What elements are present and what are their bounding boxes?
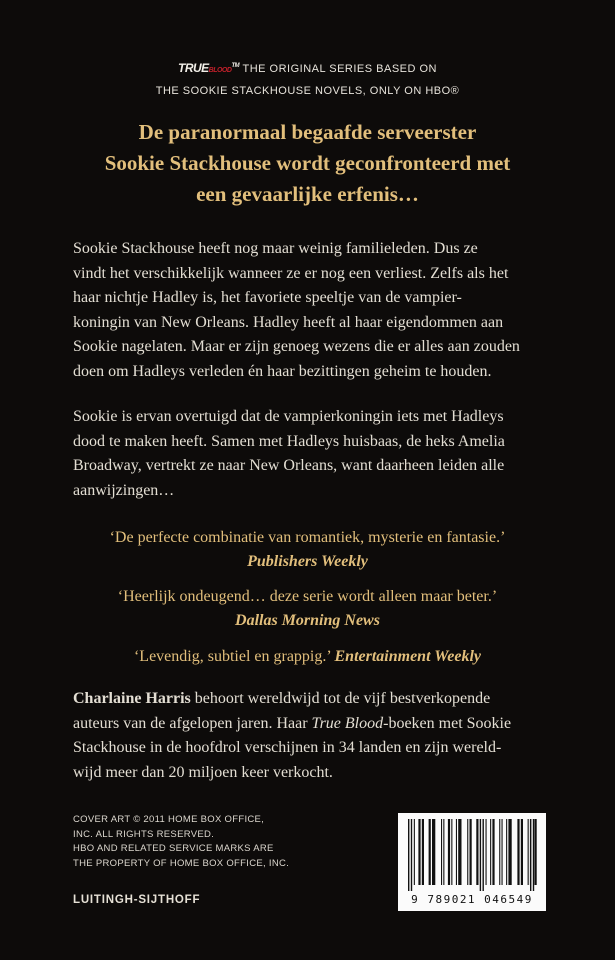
author-bio: Charlaine Harris behoort wereldwijd tot de vijf bestverkopende auteurs van de afgelopen jaren. Haar True Blood-boeken met Sookie Stackhouse in de hoofdrol verschijnen in 34 landen en zijn wereld- wijd meer dan 20 miljoen keer verkocht.: [73, 690, 512, 781]
series-note-line-1: TRUEBLOOD™ THE ORIGINAL SERIES BASED ON: [177, 61, 437, 75]
barcode-digits: 9 789021 046549: [411, 893, 533, 906]
review-quote-2: [40, 585, 575, 633]
series-note: [0, 56, 615, 101]
quote-text: ‘Heerlijk ondeugend… deze serie wordt alleen maar beter.’: [117, 588, 498, 605]
quote-source: Entertainment Weekly: [334, 648, 482, 665]
headline: De paranormaal begaafde serveerster Sookie Stackhouse wordt geconfronteerd met een gevaarlijke erfenis…: [104, 120, 511, 206]
synopsis-paragraph-2: Sookie is ervan overtuigd dat de vampierkoningin iets met Hadleys dood te maken heeft. Samen met Hadleys huisbaas, de heks Amelia Broadway, vertrekt ze naar New Orleans, want daarheen leiden alle aanwijzingen…: [73, 408, 505, 499]
review-quote-1: [40, 526, 575, 574]
true-blood-logo: TRUEBLOOD™: [177, 61, 240, 75]
barcode-bars: [406, 819, 538, 891]
quote-text: ‘Levendig, subtiel en grappig.’: [133, 648, 331, 665]
quote-text: ‘De perfecte combinatie van romantiek, mysterie en fantasie.’: [109, 529, 506, 546]
author-name: Charlaine Harris: [73, 690, 191, 707]
publisher-name: LUITINGH-SIJTHOFF: [73, 894, 201, 906]
synopsis-paragraph-1: Sookie Stackhouse heeft nog maar weinig familieleden. Dus ze vindt het verschikkelijk wanneer ze er nog een verliest. Zelfs als het haar nichtje Hadley is, het favoriete speeltje van de vampier- koningin van New Orleans. Hadley heeft al haar eigendommen aan Sookie nagelaten. Maar er zijn genoeg wezens die er alles aan zouden doen om Hadleys verleden én haar bezittingen geheim te houden.: [73, 240, 520, 380]
legal-notice: COVER ART © 2011 HOME BOX OFFICE, INC. ALL RIGHTS RESERVED. HBO AND RELATED SERVICE MARKS ARE THE PROPERTY OF HOME BOX OFFICE, INC.: [73, 814, 290, 869]
review-quote-3: [40, 645, 575, 669]
quote-source: Publishers Weekly: [247, 553, 368, 570]
quote-source: Dallas Morning News: [235, 612, 380, 629]
series-note-line-2: THE SOOKIE STACKHOUSE NOVELS, ONLY ON HBO®: [155, 85, 460, 97]
isbn-barcode: [398, 813, 546, 911]
